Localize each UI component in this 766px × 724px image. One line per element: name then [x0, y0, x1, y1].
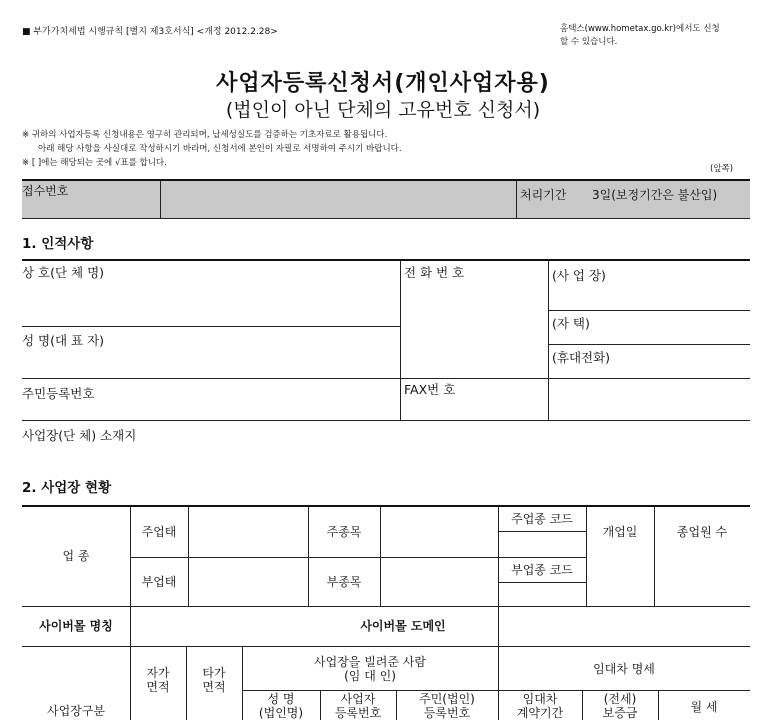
cyber-mall-domain-label: 사이버몰 도메인 [360, 619, 446, 633]
section1-title: 1. 인적사항 [22, 236, 94, 252]
representative-name-label: 성 명(대 표 자) [22, 333, 105, 348]
page-title: 사업자등록신청서(개인사업자용) [216, 71, 550, 96]
phone-business-label: (사 업 장) [552, 268, 606, 283]
lease-period-col: 임대차 계약기간 [516, 692, 564, 720]
page-subtitle: (법인이 아닌 단체의 고유번호 신청서) [225, 99, 541, 121]
deposit-col: (전세) 보증금 [602, 692, 638, 720]
hometax-note-line1: 홈택스(www.hometax.go.kr)에서도 신청 [560, 24, 720, 34]
processing-period-value: 3일(보정기간은 불산입) [592, 188, 718, 202]
section2-title: 2. 사업장 현황 [22, 480, 112, 496]
trade-name-label: 상 호(단 체 명) [22, 265, 105, 280]
cyber-mall-name-label: 사이버몰 명칭 [39, 619, 113, 633]
fax-label: FAX번 호 [404, 382, 456, 397]
business-address-label: 사업장(단 체) 소재지 [22, 428, 137, 443]
open-date-label: 개업일 [602, 524, 638, 539]
notice-line3: ※ [ ]에는 해당되는 곳에 √표를 합니다. [22, 158, 167, 168]
lessor-header: 사업장을 빌려준 사람 (임 대 인) [314, 655, 426, 683]
sub-item-label: 부종목 [326, 574, 362, 589]
lessor-name-col: 성 명 (법인명) [258, 692, 304, 720]
resident-number-label: 주민등록번호 [22, 386, 95, 401]
main-industry-code-label: 주업종 코드 [511, 511, 573, 526]
phone-label: 전 화 번 호 [404, 265, 465, 280]
main-item-label: 주종목 [326, 524, 362, 539]
lessor-bizno-col: 사업자 등록번호 [334, 692, 382, 720]
business-place-type-label: 사업장구분 [47, 704, 105, 718]
front-side-label: (앞쪽) [710, 164, 734, 174]
sub-business-type-label: 부업태 [141, 574, 177, 589]
lessor-resno-col: 주민(법인) 등록번호 [419, 692, 475, 720]
phone-home-label: (자 택) [552, 316, 590, 331]
other-area-label: 타가 면적 [202, 666, 226, 694]
notice-line2: 아래 해당 사항을 사실대로 작성하시기 바라며, 신청서에 본인이 자필로 서명하여 주시기 바랍니다. [38, 144, 402, 154]
hometax-note-line2: 할 수 있습니다. [560, 37, 618, 47]
notice-line1: ※ 귀하의 사업자등록 신청내용은 영구히 관리되며, 납세성실도를 검증하는 기초자료로 활용됩니다. [22, 130, 388, 140]
own-area-label: 자가 면적 [146, 666, 170, 694]
industry-label: 업 종 [62, 549, 90, 563]
employee-count-label: 종업원 수 [676, 524, 728, 539]
receipt-number-label: 접수번호 [22, 184, 69, 198]
sub-industry-code-label: 부업종 코드 [511, 562, 573, 577]
monthly-rent-col: 월 세 [690, 700, 718, 714]
form-reference: ■ 부가가치세법 시행규칙 [별지 제3호서식] <개정 2012.2.28> [22, 27, 278, 37]
processing-period-label: 처리기간 [520, 188, 567, 202]
phone-mobile-label: (휴대전화) [552, 350, 611, 365]
main-business-type-label: 주업태 [141, 524, 177, 539]
lease-detail-header: 임대차 명세 [593, 662, 655, 676]
